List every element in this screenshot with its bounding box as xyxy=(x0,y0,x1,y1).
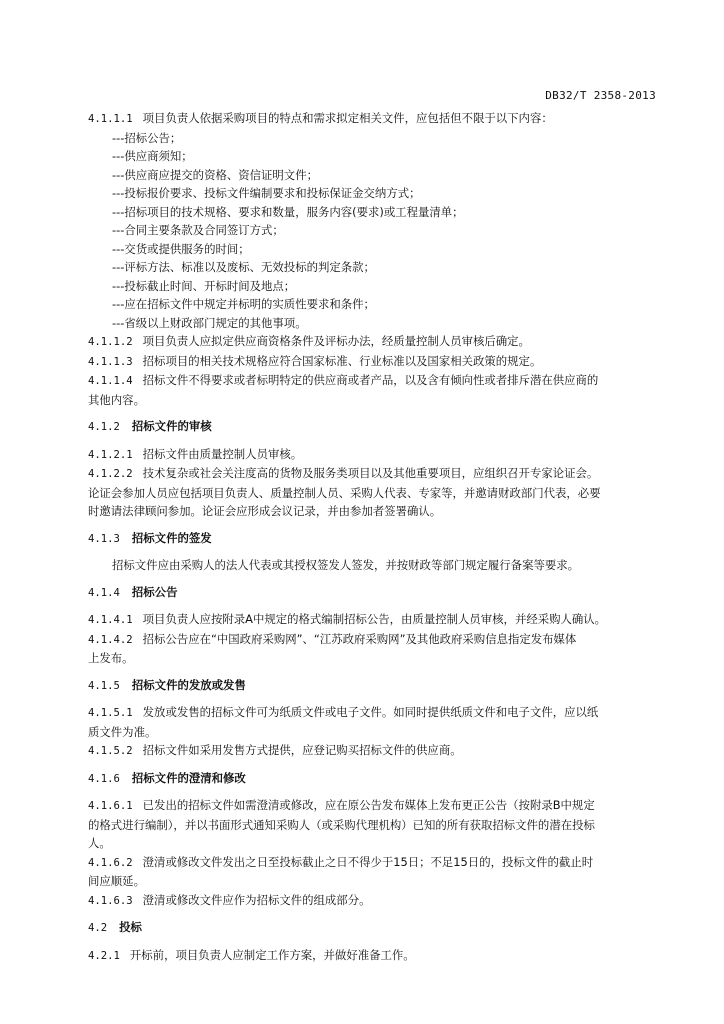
clause-text: 已发出的招标文件如需澄清或修改，应在原公告发布媒体上发布更正公告（按附录B中规定 xyxy=(142,798,595,812)
section-number: 4.1.2 xyxy=(88,421,120,433)
section-heading-4-1-4 xyxy=(88,583,660,603)
list-item: ---合同主要条款及合同签订方式； xyxy=(112,223,284,237)
section-title: 招标文件的审核 xyxy=(131,419,212,433)
clause-text-continued: 质文件为准。 xyxy=(88,724,157,739)
clause-text-continued: 人。 xyxy=(88,836,111,850)
clause-text: 澄清或修改文件应作为招标文件的组成部分。 xyxy=(142,892,371,907)
clause-4-1-5-1 xyxy=(88,703,660,723)
document-body xyxy=(88,109,660,965)
clause-number: 4.1.4.1 xyxy=(88,614,133,626)
clause-4-1-1-4 xyxy=(88,371,660,391)
clause-number: 4.1.1.4 xyxy=(88,375,133,387)
clause-text: 项目负责人依据采购项目的特点和需求拟定相关文件，应包括但不限于以下内容： xyxy=(142,111,553,125)
clause-number: 4.1.5.1 xyxy=(88,707,133,719)
clause-number: 4.1.6.1 xyxy=(88,800,133,812)
clause-text: 招标文件由质量控制人员审核。 xyxy=(142,446,303,461)
clause-4-1-6-1 xyxy=(88,796,660,816)
clause-4-1-1-1 xyxy=(88,109,660,129)
section-title: 招标公告 xyxy=(131,584,178,599)
list-item: ---招标项目的技术规格、要求和数量，服务内容(要求)或工程量清单； xyxy=(112,204,464,219)
clause-text: 澄清或修改文件发出之日至投标截止之日不得少于15日；不足15日的，投标文件的截止时 xyxy=(142,854,594,869)
clause-number: 4.2.1 xyxy=(88,949,120,962)
clause-text: 开标前，项目负责人应制定工作方案，并做好准备工作。 xyxy=(129,947,415,962)
clause-text-continued: 其他内容。 xyxy=(88,392,145,407)
section-number: 4.2 xyxy=(88,922,108,934)
clause-4-1-4-2 xyxy=(88,630,660,650)
clause-4-1-5-2 xyxy=(88,741,660,761)
section-heading-4-1-2 xyxy=(88,417,660,437)
clause-text-continued: 论证会参加人员应包括项目负责人、质量控制人员、采购人代表、专家等，并邀请财政部门代表，必要 xyxy=(88,485,601,500)
clause-number: 4.1.4.2 xyxy=(88,633,133,646)
clause-4-1-2-1 xyxy=(88,445,660,465)
clause-text: 招标项目的相关技术规格应符合国家标准、行业标准以及国家相关政策的规定。 xyxy=(142,353,542,368)
section-number: 4.1.4 xyxy=(88,586,120,599)
clause-4-1-1-3 xyxy=(88,352,660,372)
clause-text: 项目负责人应按附录A中规定的格式编制招标公告，由质量控制人员审核，并经采购人确认。 xyxy=(142,612,607,626)
clause-4-2-1 xyxy=(88,946,660,966)
list-item: ---交货或提供服务的时间； xyxy=(112,241,250,256)
paragraph-4-1-3: 招标文件应由采购人的法人代表或其授权签发人签发，并按财政等部门规定履行备案等要求。 xyxy=(112,558,580,572)
clause-4-1-1-2 xyxy=(88,332,660,352)
clause-text: 发放或发售的招标文件可为纸质文件或电子文件。如同时提供纸质文件和电子文件，应以纸 xyxy=(142,705,599,719)
list-item: ---评标方法、标准以及废标、无效投标的判定条款； xyxy=(112,260,375,274)
clause-number: 4.1.2.1 xyxy=(88,448,133,461)
clause-text-continued: 间应顺延。 xyxy=(88,874,145,888)
section-number: 4.1.5 xyxy=(88,679,120,692)
section-title: 招标文件的签发 xyxy=(131,530,212,545)
clause-text-continued: 时邀请法律顾问参加。论证会应形成会议记录，并由参加者签署确认。 xyxy=(88,504,442,518)
clause-number: 4.1.6.2 xyxy=(88,856,133,869)
clause-4-1-4-1 xyxy=(88,610,660,630)
clause-text: 招标文件如采用发售方式提供，应登记购买招标文件的供应商。 xyxy=(142,743,462,757)
section-heading-4-1-6 xyxy=(88,769,660,789)
section-number: 4.1.3 xyxy=(88,532,120,545)
list-item: ---投标截止时间、开标时间及地点； xyxy=(112,278,296,293)
clause-number: 4.1.2.2 xyxy=(88,468,133,480)
clause-number: 4.1.1.1 xyxy=(88,113,133,125)
section-heading-4-2 xyxy=(88,918,660,938)
clause-number: 4.1.5.2 xyxy=(88,745,133,757)
list-item: ---应在招标文件中规定并标明的实质性要求和条件； xyxy=(112,297,375,311)
section-title: 招标文件的发放或发售 xyxy=(131,677,246,692)
clause-text-continued: 的格式进行编制），并以书面形式通知采购人（或采购代理机构）已知的所有获取招标文件的潜在投标 xyxy=(88,817,595,832)
clause-number: 4.1.1.3 xyxy=(88,355,133,368)
section-number: 4.1.6 xyxy=(88,772,120,785)
clause-number: 4.1.6.3 xyxy=(88,894,133,907)
list-item: ---供应商须知； xyxy=(112,149,193,163)
clause-text: 招标文件不得要求或者标明特定的供应商或者产品，以及含有倾向性或者排斥潜在供应商的 xyxy=(142,373,599,387)
list-item: ---招标公告； xyxy=(112,130,182,145)
clause-4-1-6-2 xyxy=(88,853,660,873)
clause-text-continued: 上发布。 xyxy=(88,651,134,665)
clause-4-1-2-2 xyxy=(88,464,660,484)
list-item: ---投标报价要求、投标文件编制要求和投标保证金交纳方式； xyxy=(112,186,421,200)
list-item: ---供应商应提交的资格、资信证明文件； xyxy=(112,167,318,182)
clause-number: 4.1.1.2 xyxy=(88,336,133,348)
clause-4-1-6-3 xyxy=(88,891,660,911)
list-item: ---省级以上财政部门规定的其他事项。 xyxy=(112,315,307,330)
clause-text: 技术复杂或社会关注度高的货物及服务类项目以及其他重要项目，应组织召开专家论证会。 xyxy=(142,466,599,480)
section-title: 招标文件的澄清和修改 xyxy=(131,770,246,785)
document-code: DB32/T 2358-2013 xyxy=(545,89,656,102)
section-title: 投标 xyxy=(119,920,142,934)
section-heading-4-1-5 xyxy=(88,676,660,696)
section-heading-4-1-3 xyxy=(88,529,660,549)
clause-text: 项目负责人应拟定供应商资格条件及评标办法，经质量控制人员审核后确定。 xyxy=(142,334,530,348)
clause-text: 招标公告应在“中国政府采购网”、“江苏政府采购网”及其他政府采购信息指定发布媒体 xyxy=(142,631,577,646)
